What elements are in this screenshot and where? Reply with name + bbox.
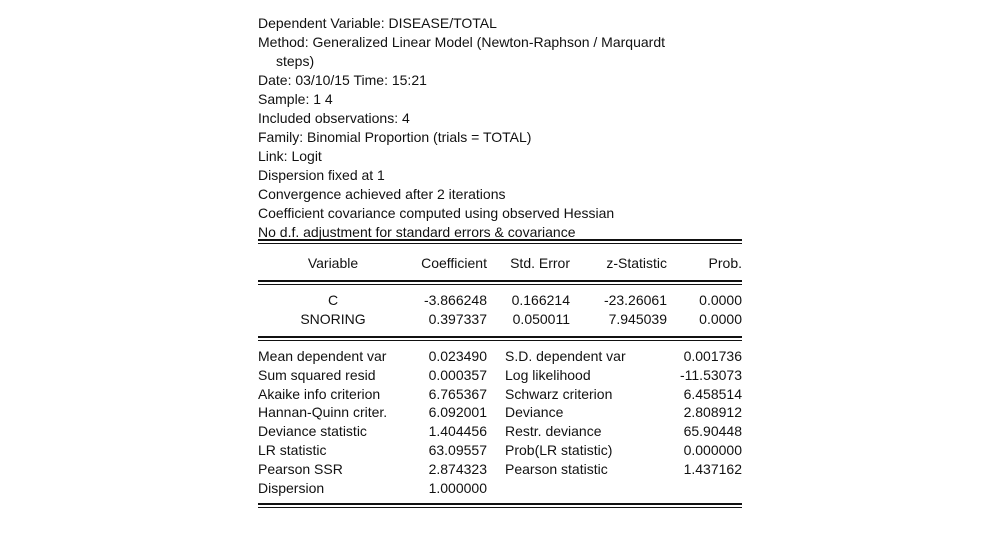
- coef-cell: 0.166214: [511, 292, 570, 308]
- col-variable: Variable: [307, 255, 359, 271]
- stat-label: Dispersion: [258, 479, 325, 496]
- stat-label: Prob(LR statistic): [505, 442, 613, 458]
- divider: [258, 503, 742, 508]
- stat-value: 63.09557: [428, 442, 487, 458]
- stat-label: Pearson statistic: [505, 460, 608, 477]
- df-adjustment: No d.f. adjustment for standard errors & covariance: [258, 224, 576, 240]
- stat-label: S.D. dependent var: [505, 348, 626, 364]
- stat-label: Akaike info criterion: [258, 385, 381, 402]
- stat-row: [258, 403, 742, 422]
- stat-label: Mean dependent var: [258, 348, 387, 364]
- col-prob: Prob.: [708, 255, 742, 271]
- divider: [258, 239, 742, 244]
- coef-cell: SNORING: [300, 311, 366, 327]
- estimation-header: [258, 14, 665, 242]
- divider: [258, 336, 742, 341]
- coef-cell: 0.0000: [699, 292, 742, 308]
- convergence: Convergence achieved after 2 iterations: [258, 186, 506, 202]
- stat-value: 0.001736: [683, 348, 742, 364]
- stat-value: 2.874323: [428, 460, 487, 477]
- link: Link: Logit: [258, 148, 322, 164]
- stat-value: 1.437162: [683, 460, 742, 477]
- stat-label: Pearson SSR: [258, 460, 343, 477]
- family: Family: Binomial Proportion (trials = TOTAL): [258, 129, 532, 145]
- col-coefficient: Coefficient: [421, 255, 487, 271]
- coef-cell: 7.945039: [608, 311, 667, 327]
- stat-label: Deviance: [505, 404, 564, 421]
- stat-label: Deviance statistic: [258, 423, 367, 440]
- stat-value: 6.765367: [428, 385, 487, 402]
- dependent-variable: Dependent Variable: DISEASE/TOTAL: [258, 15, 497, 31]
- covariance: Coefficient covariance computed using observed Hessian: [258, 205, 615, 221]
- method: Method: Generalized Linear Model (Newton-Raphson / Marquardt: [258, 34, 665, 50]
- stat-row: [258, 441, 742, 460]
- stat-label: Log likelihood: [505, 366, 591, 383]
- stat-value: 0.023490: [428, 348, 487, 364]
- stat-value: 0.000000: [683, 442, 742, 458]
- stat-value: 0.000357: [428, 366, 487, 383]
- sample: Sample: 1 4: [258, 91, 333, 107]
- stat-label: Restr. deviance: [505, 423, 602, 440]
- stat-row: [258, 385, 742, 404]
- stat-value: 1.404456: [428, 423, 487, 440]
- stat-row: [258, 347, 742, 366]
- stat-label: Schwarz criterion: [505, 385, 613, 402]
- coef-row: [258, 291, 742, 310]
- coef-header-row: [258, 254, 742, 273]
- stat-value: -11.53073: [679, 366, 742, 383]
- coef-cell: 0.050011: [512, 311, 570, 327]
- dispersion-note: Dispersion fixed at 1: [258, 167, 385, 183]
- observations: Included observations: 4: [258, 110, 410, 126]
- stat-label: LR statistic: [258, 442, 327, 458]
- stat-row: [258, 479, 742, 498]
- stat-value: 2.808912: [683, 404, 742, 421]
- coef-cell: 0.0000: [699, 311, 742, 327]
- stat-row: [258, 366, 742, 385]
- coef-cell: 0.397337: [428, 311, 487, 327]
- coef-cell: -23.26061: [603, 292, 667, 308]
- stat-label: Sum squared resid: [258, 366, 376, 383]
- stat-label: Hannan-Quinn criter.: [258, 404, 388, 421]
- stat-value: 65.90448: [683, 423, 742, 440]
- stat-value: 6.092001: [428, 404, 487, 421]
- stat-value: 6.458514: [683, 385, 742, 402]
- col-std-error: Std. Error: [510, 255, 570, 271]
- col-z-stat: z-Statistic: [606, 255, 667, 271]
- coef-cell: C: [327, 292, 339, 308]
- stat-value: 1.000000: [428, 479, 487, 496]
- stat-row: [258, 422, 742, 441]
- stat-row: [258, 460, 742, 479]
- method-cont: steps): [276, 53, 315, 69]
- coef-row: [258, 310, 742, 329]
- divider: [258, 280, 742, 285]
- date-time: Date: 03/10/15 Time: 15:21: [258, 72, 427, 88]
- coef-cell: -3.866248: [423, 292, 487, 308]
